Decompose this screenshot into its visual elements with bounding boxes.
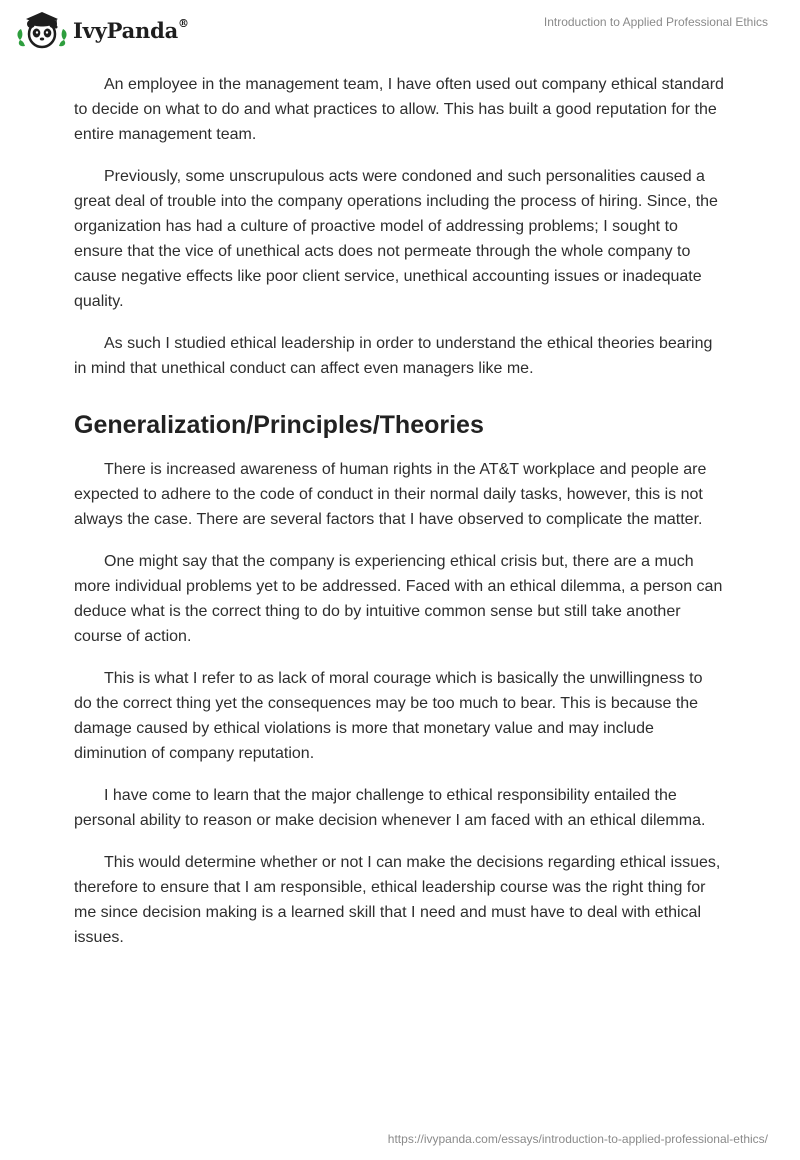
- logo-wordmark: [73, 18, 189, 43]
- ivypanda-logo[interactable]: [14, 9, 189, 49]
- paragraph: As such I studied ethical leadership in order to understand the ethical theories bearing in mind that unethical conduct can affect even managers like me.: [74, 335, 713, 377]
- paragraph: There is increased awareness of human rights in the AT&T workplace and people are expected to adhere to the code of conduct in their normal daily tasks, however, this is not always the case. There are several factors that I have observed to complicate the matter.: [74, 461, 707, 528]
- paragraph: One might say that the company is experiencing ethical crisis but, there are a much more individual problems yet to be addressed. Faced with an ethical dilemma, a person can deduce what is the correct thing to do by intuitive common sense but still take another course of action.: [74, 553, 723, 645]
- logo-name: IvyPanda: [73, 17, 179, 43]
- paragraph: Previously, some unscrupulous acts were condoned and such personalities caused a great deal of trouble into the company operations including the process of hiring. Since, the organization has had a culture of proactive model of addressing problems; I sought to ensure that the vice of unethical acts does not permeate through the whole company to cause negative effects like poor client service, unethical accounting issues or inadequate quality.: [74, 168, 718, 310]
- paragraph: An employee in the management team, I have often used out company ethical standard to decide on what to do and what practices to allow. This has built a good reputation for the entire management team.: [74, 76, 724, 143]
- page-header: [0, 0, 800, 60]
- document-title: Introduction to Applied Professional Ethics: [543, 15, 768, 29]
- source-url: https://ivypanda.com/essays/introduction-to-applied-professional-ethics/: [387, 1132, 768, 1146]
- registered-mark: ®: [178, 16, 189, 30]
- essay-content: [74, 72, 724, 967]
- paragraph: I have come to learn that the major challenge to ethical responsibility entailed the personal ability to reason or make decision whenever I am faced with an ethical dilemma.: [74, 787, 706, 829]
- section-heading: Generalization/Principles/Theories: [74, 411, 484, 439]
- panda-graduate-icon: [14, 9, 70, 49]
- paragraph: This would determine whether or not I can make the decisions regarding ethical issues, therefore to ensure that I am responsible, ethical leadership course was the right thing for me since decision making is a learned skill that I need and must have to deal with ethical issues.: [74, 854, 721, 946]
- paragraph: This is what I refer to as lack of moral courage which is basically the unwillingness to do the correct thing yet the consequences may be too much to bear. This is because the damage caused by ethical violations is more that monetary value and may include diminution of company reputation.: [74, 670, 703, 762]
